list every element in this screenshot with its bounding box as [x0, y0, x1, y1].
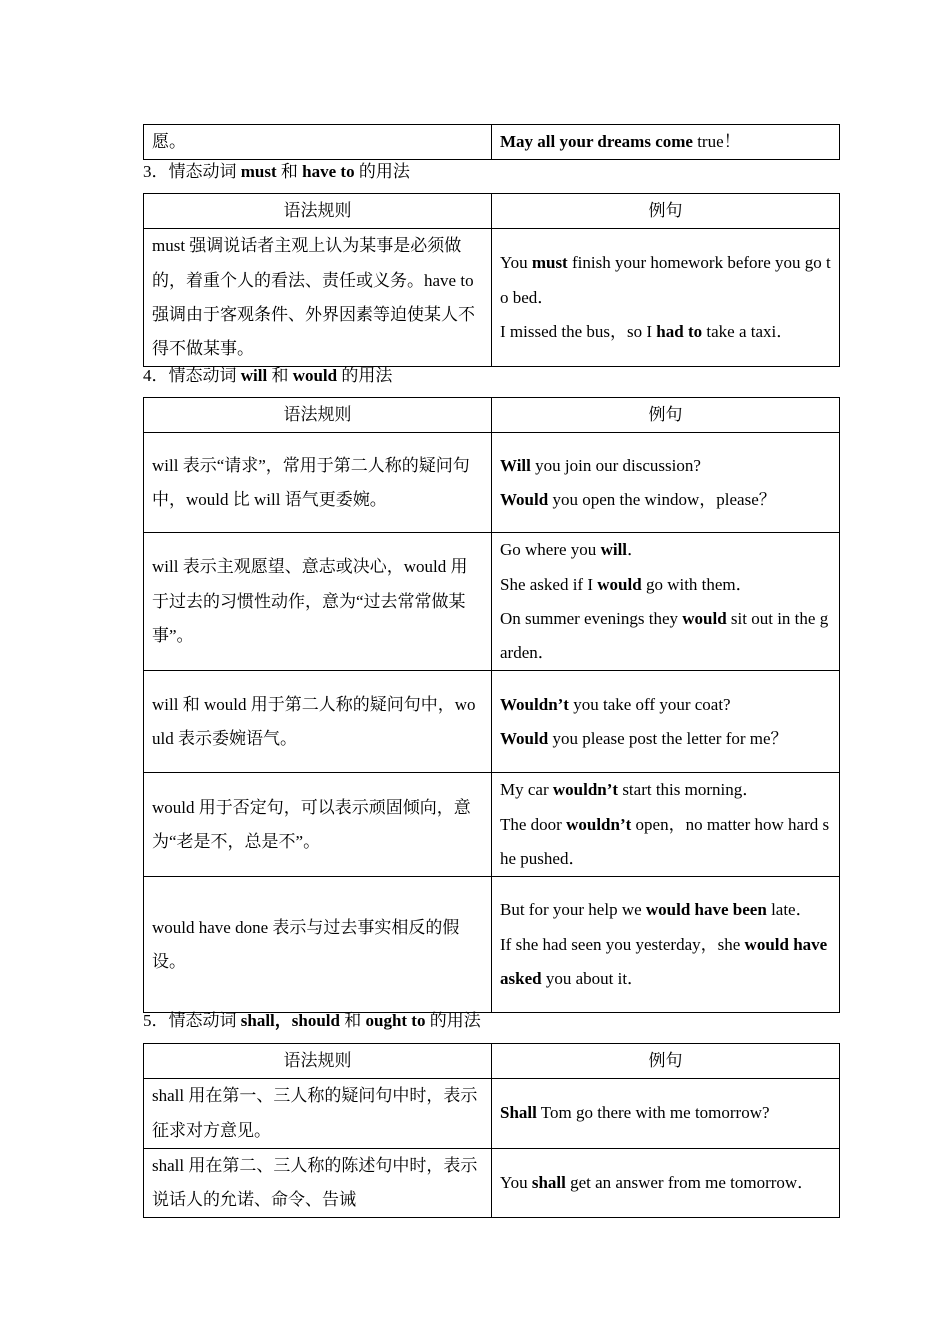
table-row	[144, 1148, 840, 1218]
keyword-text: will	[600, 540, 628, 560]
text-segment: you join our discussion?	[530, 455, 701, 475]
example-sentence	[500, 928, 831, 997]
keyword-text: shall	[531, 1173, 566, 1193]
table-row	[144, 533, 840, 671]
heading-text: 情态动词	[168, 366, 241, 385]
keyword-text: had to	[656, 322, 703, 342]
heading-keyword: should	[291, 1011, 340, 1030]
rule-cell: 愿。	[144, 125, 492, 160]
keyword-text: Will	[500, 455, 531, 475]
table-row	[144, 877, 840, 1013]
example-sentence	[500, 722, 831, 756]
rule-cell: must 强调说话者主观上认为某事是必须做的，着重个人的看法、责任或义务。have to 强调由于客观条件、外界因素等迫使某人不得不做某事。	[144, 229, 492, 367]
example-cell	[492, 533, 840, 671]
heading-text: 和	[339, 1011, 366, 1030]
example-cell	[492, 125, 840, 160]
text-segment: true！	[692, 132, 741, 151]
table-row	[144, 1079, 840, 1149]
example-sentence	[500, 315, 831, 349]
heading-keyword: ought to	[365, 1011, 426, 1030]
header-example: 例句	[492, 194, 840, 229]
keyword-text: Would	[500, 728, 549, 748]
heading-keyword: ，	[274, 1011, 292, 1030]
heading-text: 的用法	[337, 366, 393, 385]
text-segment: If she had seen you yesterday，she	[500, 934, 745, 954]
text-segment: go with them．	[641, 574, 753, 594]
text-segment: open，no matter how hard she pushed．	[500, 814, 830, 869]
keyword-text: wouldn’t	[552, 780, 619, 800]
text-segment: My car	[500, 780, 553, 800]
section-number: 5．	[143, 1011, 169, 1030]
text-segment: She asked if I	[500, 574, 598, 594]
header-rule: 语法规则	[144, 1044, 492, 1079]
example-sentence	[500, 773, 831, 807]
text-segment: ．	[627, 540, 645, 560]
table-row	[144, 229, 840, 367]
rule-cell: will 和 would 用于第二人称的疑问句中，would 表示委婉语气。	[144, 671, 492, 773]
header-rule: 语法规则	[144, 194, 492, 229]
text-segment: take a taxi．	[702, 322, 794, 342]
text-segment: sit out in the garden．	[500, 608, 829, 663]
example-cell	[492, 1079, 840, 1149]
heading-text: 和	[267, 366, 293, 385]
text-segment: You	[500, 253, 532, 273]
example-sentence	[500, 1096, 831, 1130]
table-row	[144, 671, 840, 773]
example-cell	[492, 671, 840, 773]
example-sentence	[500, 533, 831, 567]
text-segment: On summer evenings they	[500, 608, 683, 628]
text-segment: you please post the letter for me？	[548, 728, 788, 748]
text-segment: You	[500, 1173, 532, 1193]
example-sentence	[500, 246, 831, 315]
text-segment: Go where you	[500, 540, 601, 560]
heading-keyword: have to	[302, 162, 355, 181]
rule-cell: would have done 表示与过去事实相反的假设。	[144, 877, 492, 1013]
section-number: 3．	[143, 162, 169, 181]
heading-text: 的用法	[354, 162, 410, 181]
rule-cell: shall 用在第二、三人称的陈述句中时，表示说话人的允诺、命令、告诫	[144, 1148, 492, 1218]
table-header-row	[144, 398, 840, 433]
heading-text: 和	[276, 162, 303, 181]
section-number: 4．	[143, 366, 169, 385]
text-segment: start this morning．	[618, 780, 760, 800]
example-cell	[492, 433, 840, 533]
text-segment: finish your homework before you go to bed．	[500, 253, 831, 307]
keyword-text: Would	[500, 489, 549, 509]
keyword-text: Wouldn’t	[500, 694, 569, 714]
table-header-row	[144, 194, 840, 229]
example-sentence	[500, 483, 831, 517]
keyword-text: May all your dreams come	[500, 132, 693, 151]
text-segment: I missed the bus，so I	[500, 322, 657, 342]
section-3-table	[143, 193, 840, 367]
header-example: 例句	[492, 1044, 840, 1079]
text-segment: The door	[500, 814, 567, 834]
keyword-text: would	[682, 608, 727, 628]
heading-keyword: will	[240, 366, 268, 385]
example-sentence	[500, 1166, 831, 1200]
heading-text: 的用法	[425, 1011, 481, 1030]
section-heading-3	[143, 155, 410, 189]
text-segment: Tom go there with me tomorrow?	[536, 1103, 770, 1123]
section-heading-5	[143, 1004, 481, 1038]
keyword-text: must	[531, 253, 568, 273]
example-sentence	[500, 808, 831, 877]
text-segment: you open the window，please？	[548, 489, 776, 509]
section-4-table	[143, 397, 840, 1013]
heading-text: 情态动词	[168, 162, 241, 181]
text-segment: you take off your coat?	[568, 694, 731, 714]
table-header-row	[144, 1044, 840, 1079]
example-cell	[492, 773, 840, 877]
table-row	[144, 433, 840, 533]
text-segment: late．	[766, 900, 813, 920]
keyword-text: would have asked	[500, 934, 828, 989]
section-heading-4	[143, 359, 392, 393]
rule-cell: shall 用在第一、三人称的疑问句中时，表示征求对方意见。	[144, 1079, 492, 1149]
example-sentence	[500, 568, 831, 602]
heading-text: 情态动词	[168, 1011, 241, 1030]
example-cell	[492, 1148, 840, 1218]
rule-cell: will 表示“请求”，常用于第二人称的疑问句中，would 比 will 语气更委婉。	[144, 433, 492, 533]
text-segment: But for your help we	[500, 900, 646, 920]
rule-cell: would 用于否定句，可以表示顽固倾向，意为“老是不，总是不”。	[144, 773, 492, 877]
table-row	[144, 773, 840, 877]
example-sentence	[500, 602, 831, 671]
text-segment: get an answer from me tomorrow．	[565, 1173, 815, 1193]
rule-cell: will 表示主观愿望、意志或决心，would 用于过去的习惯性动作，意为“过去常常做某事”。	[144, 533, 492, 671]
keyword-text: would have been	[645, 900, 767, 920]
header-example: 例句	[492, 398, 840, 433]
example-cell	[492, 877, 840, 1013]
keyword-text: wouldn’t	[566, 814, 632, 834]
keyword-text: would	[597, 574, 642, 594]
heading-keyword: shall	[240, 1011, 275, 1030]
example-cell	[492, 229, 840, 367]
text-segment: you about it．	[541, 969, 645, 989]
example-sentence	[500, 893, 831, 927]
heading-keyword: must	[240, 162, 277, 181]
example-sentence	[500, 449, 831, 483]
heading-keyword: would	[292, 366, 338, 385]
example-sentence	[500, 688, 831, 722]
section-5-table	[143, 1043, 840, 1218]
header-rule: 语法规则	[144, 398, 492, 433]
keyword-text: Shall	[500, 1103, 537, 1123]
